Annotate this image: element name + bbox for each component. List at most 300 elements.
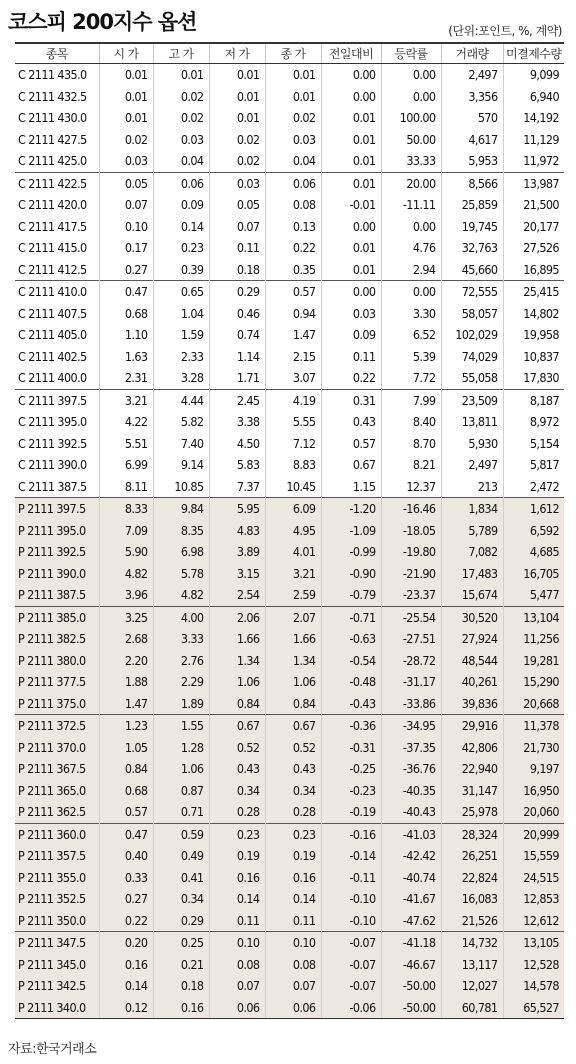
volume-cell: 570: [441, 107, 503, 129]
high-price-cell: 0.02: [153, 86, 209, 108]
volume-cell: 102,029: [441, 324, 503, 346]
option-name-cell: P 2111 370.0: [15, 737, 99, 759]
change-rate-cell: 0.00: [381, 281, 441, 303]
change-rate-cell: -23.37: [381, 584, 441, 606]
close-price-cell: 0.14: [265, 888, 321, 910]
table-row: [15, 780, 564, 802]
high-price-cell: 1.06: [153, 758, 209, 780]
open-interest-cell: 6,592: [503, 520, 564, 542]
change-rate-cell: 6.52: [381, 324, 441, 346]
open-interest-cell: 6,940: [503, 86, 564, 108]
open-price-cell: 1.88: [99, 671, 153, 693]
open-price-cell: 0.22: [99, 910, 153, 932]
table-row: [15, 975, 564, 997]
open-interest-cell: 2,472: [503, 476, 564, 498]
option-name-cell: C 2111 387.5: [18, 478, 87, 494]
table-row: [15, 715, 564, 737]
table-row: [15, 498, 564, 520]
option-name-cell: P 2111 347.5: [15, 932, 99, 954]
day-change-cell: -0.10: [321, 888, 381, 910]
volume-cell: 45,660: [441, 259, 503, 281]
day-change-cell: -0.23: [321, 780, 381, 802]
change-rate-cell: 8.40: [381, 411, 441, 433]
table-row: [15, 107, 564, 129]
open-price-cell: 0.14: [99, 975, 153, 997]
option-name-cell: P 2111 385.0: [15, 606, 99, 628]
open-price-cell: 0.20: [99, 932, 153, 954]
low-price-cell: 0.16: [209, 867, 265, 889]
day-change-cell: 1.15: [321, 476, 381, 498]
day-change-cell: -0.10: [321, 910, 381, 932]
change-rate-cell: 100.00: [381, 107, 441, 129]
option-name-cell: P 2111 365.0: [15, 780, 99, 802]
table-row: [15, 801, 564, 823]
change-rate-cell: 7.72: [381, 367, 441, 389]
high-price-cell: 1.89: [153, 693, 209, 715]
table-row: [15, 845, 564, 867]
option-name-cell: C 2111 427.5: [18, 131, 87, 147]
open-price-cell: 0.03: [99, 150, 153, 172]
day-change-cell: -0.36: [321, 715, 381, 737]
volume-cell: 16,083: [441, 888, 503, 910]
high-price-cell: 9.14: [153, 454, 209, 476]
close-price-cell: 4.19: [265, 389, 321, 411]
open-interest-cell: 20,060: [503, 801, 564, 823]
open-interest-cell: 13,105: [503, 932, 564, 954]
open-price-cell: 0.05: [99, 172, 153, 194]
close-price-cell: 10.45: [265, 476, 321, 498]
day-change-cell: 0.01: [321, 129, 381, 151]
low-price-cell: 4.50: [209, 433, 265, 455]
table-body: [15, 64, 564, 1019]
change-rate-cell: -40.74: [381, 867, 441, 889]
open-interest-cell: 20,668: [503, 693, 564, 715]
low-price-cell: 2.06: [209, 606, 265, 628]
col-header-change-rate: 등락률: [381, 43, 441, 64]
day-change-cell: -0.01: [321, 194, 381, 216]
option-name-cell: P 2111 345.0: [15, 954, 99, 976]
low-price-cell: 0.46: [209, 303, 265, 325]
high-price-cell: 0.18: [153, 975, 209, 997]
high-price-cell: 5.78: [153, 563, 209, 585]
low-price-cell: 0.11: [209, 910, 265, 932]
close-price-cell: 1.06: [265, 671, 321, 693]
open-price-cell: 0.02: [99, 129, 153, 151]
day-change-cell: -0.99: [321, 541, 381, 563]
table-row: [15, 237, 564, 259]
volume-cell: 13,811: [441, 411, 503, 433]
option-name-cell: P 2111 350.0: [15, 910, 99, 932]
high-price-cell: 1.04: [153, 303, 209, 325]
close-price-cell: 0.01: [265, 86, 321, 108]
volume-cell: 2,497: [441, 454, 503, 476]
open-interest-cell: 12,528: [503, 954, 564, 976]
open-interest-cell: 25,415: [503, 281, 564, 303]
option-name-cell: C 2111 415.0: [18, 240, 87, 256]
volume-cell: 14,732: [441, 932, 503, 954]
low-price-cell: 0.06: [209, 997, 265, 1019]
option-name-cell: P 2111 352.5: [15, 888, 99, 910]
open-interest-cell: 24,515: [503, 867, 564, 889]
open-interest-cell: 21,500: [503, 194, 564, 216]
volume-cell: 27,924: [441, 628, 503, 650]
option-name-cell: C 2111 405.0: [18, 327, 87, 343]
volume-cell: 213: [441, 476, 503, 498]
change-rate-cell: 2.94: [381, 259, 441, 281]
col-header-open-interest: 미결제수량: [503, 43, 564, 64]
high-price-cell: 0.39: [153, 259, 209, 281]
change-rate-cell: -41.67: [381, 888, 441, 910]
high-price-cell: 9.84: [153, 498, 209, 520]
high-price-cell: 0.25: [153, 932, 209, 954]
high-price-cell: 2.33: [153, 346, 209, 368]
low-price-cell: 1.71: [209, 367, 265, 389]
change-rate-cell: 12.37: [381, 476, 441, 498]
open-interest-cell: 8,187: [503, 389, 564, 411]
change-rate-cell: 8.21: [381, 454, 441, 476]
option-name-cell: C 2111 392.5: [18, 435, 87, 451]
high-price-cell: 0.02: [153, 107, 209, 129]
open-interest-cell: 16,895: [503, 259, 564, 281]
source-note: 자료:한국거래소: [8, 1042, 97, 1057]
low-price-cell: 0.07: [209, 975, 265, 997]
table-row: [15, 758, 564, 780]
page-title: 코스피 200지수 옵션: [8, 10, 197, 34]
change-rate-cell: -28.72: [381, 650, 441, 672]
volume-cell: 15,674: [441, 584, 503, 606]
close-price-cell: 2.15: [265, 346, 321, 368]
close-price-cell: 0.01: [265, 64, 321, 86]
open-interest-cell: 4,685: [503, 541, 564, 563]
option-name-cell: P 2111 357.5: [15, 845, 99, 867]
change-rate-cell: -31.17: [381, 671, 441, 693]
volume-cell: 2,497: [441, 64, 503, 86]
close-price-cell: 1.34: [265, 650, 321, 672]
high-price-cell: 3.28: [153, 367, 209, 389]
day-change-cell: -0.07: [321, 954, 381, 976]
high-price-cell: 0.41: [153, 867, 209, 889]
high-price-cell: 0.16: [153, 997, 209, 1019]
change-rate-cell: 50.00: [381, 129, 441, 151]
table-row: [15, 584, 564, 606]
close-price-cell: 2.07: [265, 606, 321, 628]
table-row: [15, 671, 564, 693]
change-rate-cell: -36.76: [381, 758, 441, 780]
open-price-cell: 0.01: [99, 64, 153, 86]
low-price-cell: 3.38: [209, 411, 265, 433]
open-price-cell: 0.40: [99, 845, 153, 867]
volume-cell: 32,763: [441, 237, 503, 259]
change-rate-cell: -41.03: [381, 823, 441, 845]
table-header-row: [15, 43, 564, 64]
low-price-cell: 5.83: [209, 454, 265, 476]
option-name-cell: P 2111 360.0: [15, 823, 99, 845]
change-rate-cell: -41.18: [381, 932, 441, 954]
day-change-cell: -1.09: [321, 520, 381, 542]
open-interest-cell: 5,817: [503, 454, 564, 476]
open-price-cell: 0.47: [99, 281, 153, 303]
low-price-cell: 0.23: [209, 823, 265, 845]
open-interest-cell: 11,972: [503, 150, 564, 172]
open-price-cell: 0.33: [99, 867, 153, 889]
open-interest-cell: 14,578: [503, 975, 564, 997]
high-price-cell: 2.76: [153, 650, 209, 672]
day-change-cell: -0.19: [321, 801, 381, 823]
open-price-cell: 1.63: [99, 346, 153, 368]
volume-cell: 72,555: [441, 281, 503, 303]
open-interest-cell: 8,972: [503, 411, 564, 433]
change-rate-cell: -50.00: [381, 997, 441, 1019]
day-change-cell: 0.11: [321, 346, 381, 368]
high-price-cell: 0.03: [153, 129, 209, 151]
option-name-cell: P 2111 355.0: [15, 867, 99, 889]
close-price-cell: 0.67: [265, 715, 321, 737]
table-row: [15, 346, 564, 368]
low-price-cell: 4.83: [209, 520, 265, 542]
volume-cell: 31,147: [441, 780, 503, 802]
open-interest-cell: 17,830: [503, 367, 564, 389]
close-price-cell: 3.07: [265, 367, 321, 389]
low-price-cell: 0.02: [209, 129, 265, 151]
volume-cell: 55,058: [441, 367, 503, 389]
low-price-cell: 0.01: [209, 107, 265, 129]
low-price-cell: 0.01: [209, 86, 265, 108]
day-change-cell: 0.01: [321, 150, 381, 172]
open-interest-cell: 16,705: [503, 563, 564, 585]
low-price-cell: 3.89: [209, 541, 265, 563]
high-price-cell: 8.35: [153, 520, 209, 542]
low-price-cell: 0.10: [209, 932, 265, 954]
open-price-cell: 1.47: [99, 693, 153, 715]
change-rate-cell: -27.51: [381, 628, 441, 650]
high-price-cell: 4.44: [153, 389, 209, 411]
high-price-cell: 0.14: [153, 216, 209, 238]
high-price-cell: 0.01: [153, 64, 209, 86]
volume-cell: 25,978: [441, 801, 503, 823]
open-price-cell: 0.01: [99, 86, 153, 108]
open-price-cell: 0.84: [99, 758, 153, 780]
open-price-cell: 0.68: [99, 780, 153, 802]
option-name-cell: C 2111 412.5: [18, 261, 87, 277]
volume-cell: 23,509: [441, 389, 503, 411]
open-price-cell: 8.33: [99, 498, 153, 520]
low-price-cell: 0.29: [209, 281, 265, 303]
open-price-cell: 1.23: [99, 715, 153, 737]
open-price-cell: 0.47: [99, 823, 153, 845]
high-price-cell: 0.23: [153, 237, 209, 259]
open-price-cell: 2.20: [99, 650, 153, 672]
table-row: [15, 303, 564, 325]
option-name-cell: P 2111 362.5: [15, 801, 99, 823]
high-price-cell: 0.49: [153, 845, 209, 867]
high-price-cell: 0.09: [153, 194, 209, 216]
volume-cell: 40,261: [441, 671, 503, 693]
day-change-cell: 0.03: [321, 303, 381, 325]
close-price-cell: 0.04: [265, 150, 321, 172]
option-name-cell: P 2111 382.5: [15, 628, 99, 650]
day-change-cell: -0.14: [321, 845, 381, 867]
low-price-cell: 0.84: [209, 693, 265, 715]
close-price-cell: 0.11: [265, 910, 321, 932]
high-price-cell: 2.29: [153, 671, 209, 693]
day-change-cell: 0.67: [321, 454, 381, 476]
high-price-cell: 0.29: [153, 910, 209, 932]
open-interest-cell: 12,612: [503, 910, 564, 932]
volume-cell: 21,526: [441, 910, 503, 932]
col-header-name: 종목: [15, 43, 99, 64]
low-price-cell: 7.37: [209, 476, 265, 498]
col-header-close: 종 가: [265, 43, 321, 64]
open-interest-cell: 19,958: [503, 324, 564, 346]
table-row: [15, 389, 564, 411]
day-change-cell: -0.25: [321, 758, 381, 780]
close-price-cell: 0.28: [265, 801, 321, 823]
volume-cell: 22,824: [441, 867, 503, 889]
unit-note: (단위:포인트, %, 계약): [448, 24, 562, 38]
volume-cell: 8,566: [441, 172, 503, 194]
table-row: [15, 86, 564, 108]
open-price-cell: 7.09: [99, 520, 153, 542]
open-price-cell: 3.21: [99, 389, 153, 411]
volume-cell: 13,117: [441, 954, 503, 976]
change-rate-cell: 0.00: [381, 86, 441, 108]
option-name-cell: C 2111 397.5: [15, 389, 99, 411]
volume-cell: 39,836: [441, 693, 503, 715]
high-price-cell: 6.98: [153, 541, 209, 563]
change-rate-cell: 5.39: [381, 346, 441, 368]
open-interest-cell: 15,290: [503, 671, 564, 693]
table-row: [15, 628, 564, 650]
option-name-cell: C 2111 420.0: [18, 197, 87, 213]
volume-cell: 22,940: [441, 758, 503, 780]
close-price-cell: 1.47: [265, 324, 321, 346]
option-name-cell: P 2111 340.0: [15, 997, 99, 1019]
close-price-cell: 0.23: [265, 823, 321, 845]
open-interest-cell: 1,612: [503, 498, 564, 520]
table-row: [15, 954, 564, 976]
low-price-cell: 2.45: [209, 389, 265, 411]
low-price-cell: 0.01: [209, 64, 265, 86]
open-interest-cell: 21,730: [503, 737, 564, 759]
option-name-cell: C 2111 410.0: [15, 281, 99, 303]
volume-cell: 30,520: [441, 606, 503, 628]
option-name-cell: C 2111 390.0: [18, 457, 87, 473]
high-price-cell: 10.85: [153, 476, 209, 498]
low-price-cell: 0.28: [209, 801, 265, 823]
open-price-cell: 0.01: [99, 107, 153, 129]
day-change-cell: -1.20: [321, 498, 381, 520]
day-change-cell: 0.09: [321, 324, 381, 346]
day-change-cell: -0.16: [321, 823, 381, 845]
low-price-cell: 0.52: [209, 737, 265, 759]
low-price-cell: 0.14: [209, 888, 265, 910]
high-price-cell: 0.87: [153, 780, 209, 802]
day-change-cell: -0.71: [321, 606, 381, 628]
open-price-cell: 0.68: [99, 303, 153, 325]
option-name-cell: P 2111 342.5: [15, 975, 99, 997]
volume-cell: 19,745: [441, 216, 503, 238]
day-change-cell: -0.79: [321, 584, 381, 606]
table-row: [15, 932, 564, 954]
close-price-cell: 4.01: [265, 541, 321, 563]
low-price-cell: 0.02: [209, 150, 265, 172]
volume-cell: 25,859: [441, 194, 503, 216]
high-price-cell: 0.71: [153, 801, 209, 823]
low-price-cell: 3.15: [209, 563, 265, 585]
open-interest-cell: 27,526: [503, 237, 564, 259]
table-row: [15, 172, 564, 194]
open-price-cell: 0.57: [99, 801, 153, 823]
open-price-cell: 5.51: [99, 433, 153, 455]
option-name-cell: C 2111 425.0: [18, 153, 87, 169]
low-price-cell: 0.11: [209, 237, 265, 259]
volume-cell: 58,057: [441, 303, 503, 325]
option-name-cell: P 2111 387.5: [15, 584, 99, 606]
low-price-cell: 1.34: [209, 650, 265, 672]
close-price-cell: 5.55: [265, 411, 321, 433]
open-interest-cell: 65,527: [503, 997, 564, 1019]
close-price-cell: 6.09: [265, 498, 321, 520]
high-price-cell: 0.65: [153, 281, 209, 303]
close-price-cell: 0.02: [265, 107, 321, 129]
close-price-cell: 2.59: [265, 584, 321, 606]
open-price-cell: 5.90: [99, 541, 153, 563]
volume-cell: 60,781: [441, 997, 503, 1019]
high-price-cell: 5.82: [153, 411, 209, 433]
change-rate-cell: -40.35: [381, 780, 441, 802]
open-interest-cell: 20,999: [503, 823, 564, 845]
low-price-cell: 0.18: [209, 259, 265, 281]
change-rate-cell: -21.90: [381, 563, 441, 585]
change-rate-cell: 8.70: [381, 433, 441, 455]
change-rate-cell: -37.35: [381, 737, 441, 759]
option-name-cell: P 2111 380.0: [15, 650, 99, 672]
change-rate-cell: 3.30: [381, 303, 441, 325]
open-interest-cell: 13,104: [503, 606, 564, 628]
options-table: [15, 42, 564, 1019]
table-row: [15, 650, 564, 672]
open-price-cell: 0.16: [99, 954, 153, 976]
table-row: [15, 454, 564, 476]
volume-cell: 1,834: [441, 498, 503, 520]
open-price-cell: 2.68: [99, 628, 153, 650]
close-price-cell: 0.22: [265, 237, 321, 259]
close-price-cell: 8.83: [265, 454, 321, 476]
col-header-volume: 거래량: [441, 43, 503, 64]
high-price-cell: 4.00: [153, 606, 209, 628]
close-price-cell: 0.35: [265, 259, 321, 281]
table-row: [15, 281, 564, 303]
open-interest-cell: 10,837: [503, 346, 564, 368]
day-change-cell: 0.22: [321, 367, 381, 389]
change-rate-cell: 33.33: [381, 150, 441, 172]
close-price-cell: 0.03: [265, 129, 321, 151]
table-row: [15, 324, 564, 346]
option-name-cell: P 2111 377.5: [15, 671, 99, 693]
open-price-cell: 0.10: [99, 216, 153, 238]
day-change-cell: -0.43: [321, 693, 381, 715]
volume-cell: 74,029: [441, 346, 503, 368]
option-name-cell: P 2111 390.0: [15, 563, 99, 585]
low-price-cell: 2.54: [209, 584, 265, 606]
change-rate-cell: 4.76: [381, 237, 441, 259]
close-price-cell: 0.07: [265, 975, 321, 997]
close-price-cell: 1.66: [265, 628, 321, 650]
close-price-cell: 0.84: [265, 693, 321, 715]
option-name-cell: P 2111 372.5: [15, 715, 99, 737]
open-price-cell: 2.31: [99, 367, 153, 389]
low-price-cell: 0.34: [209, 780, 265, 802]
